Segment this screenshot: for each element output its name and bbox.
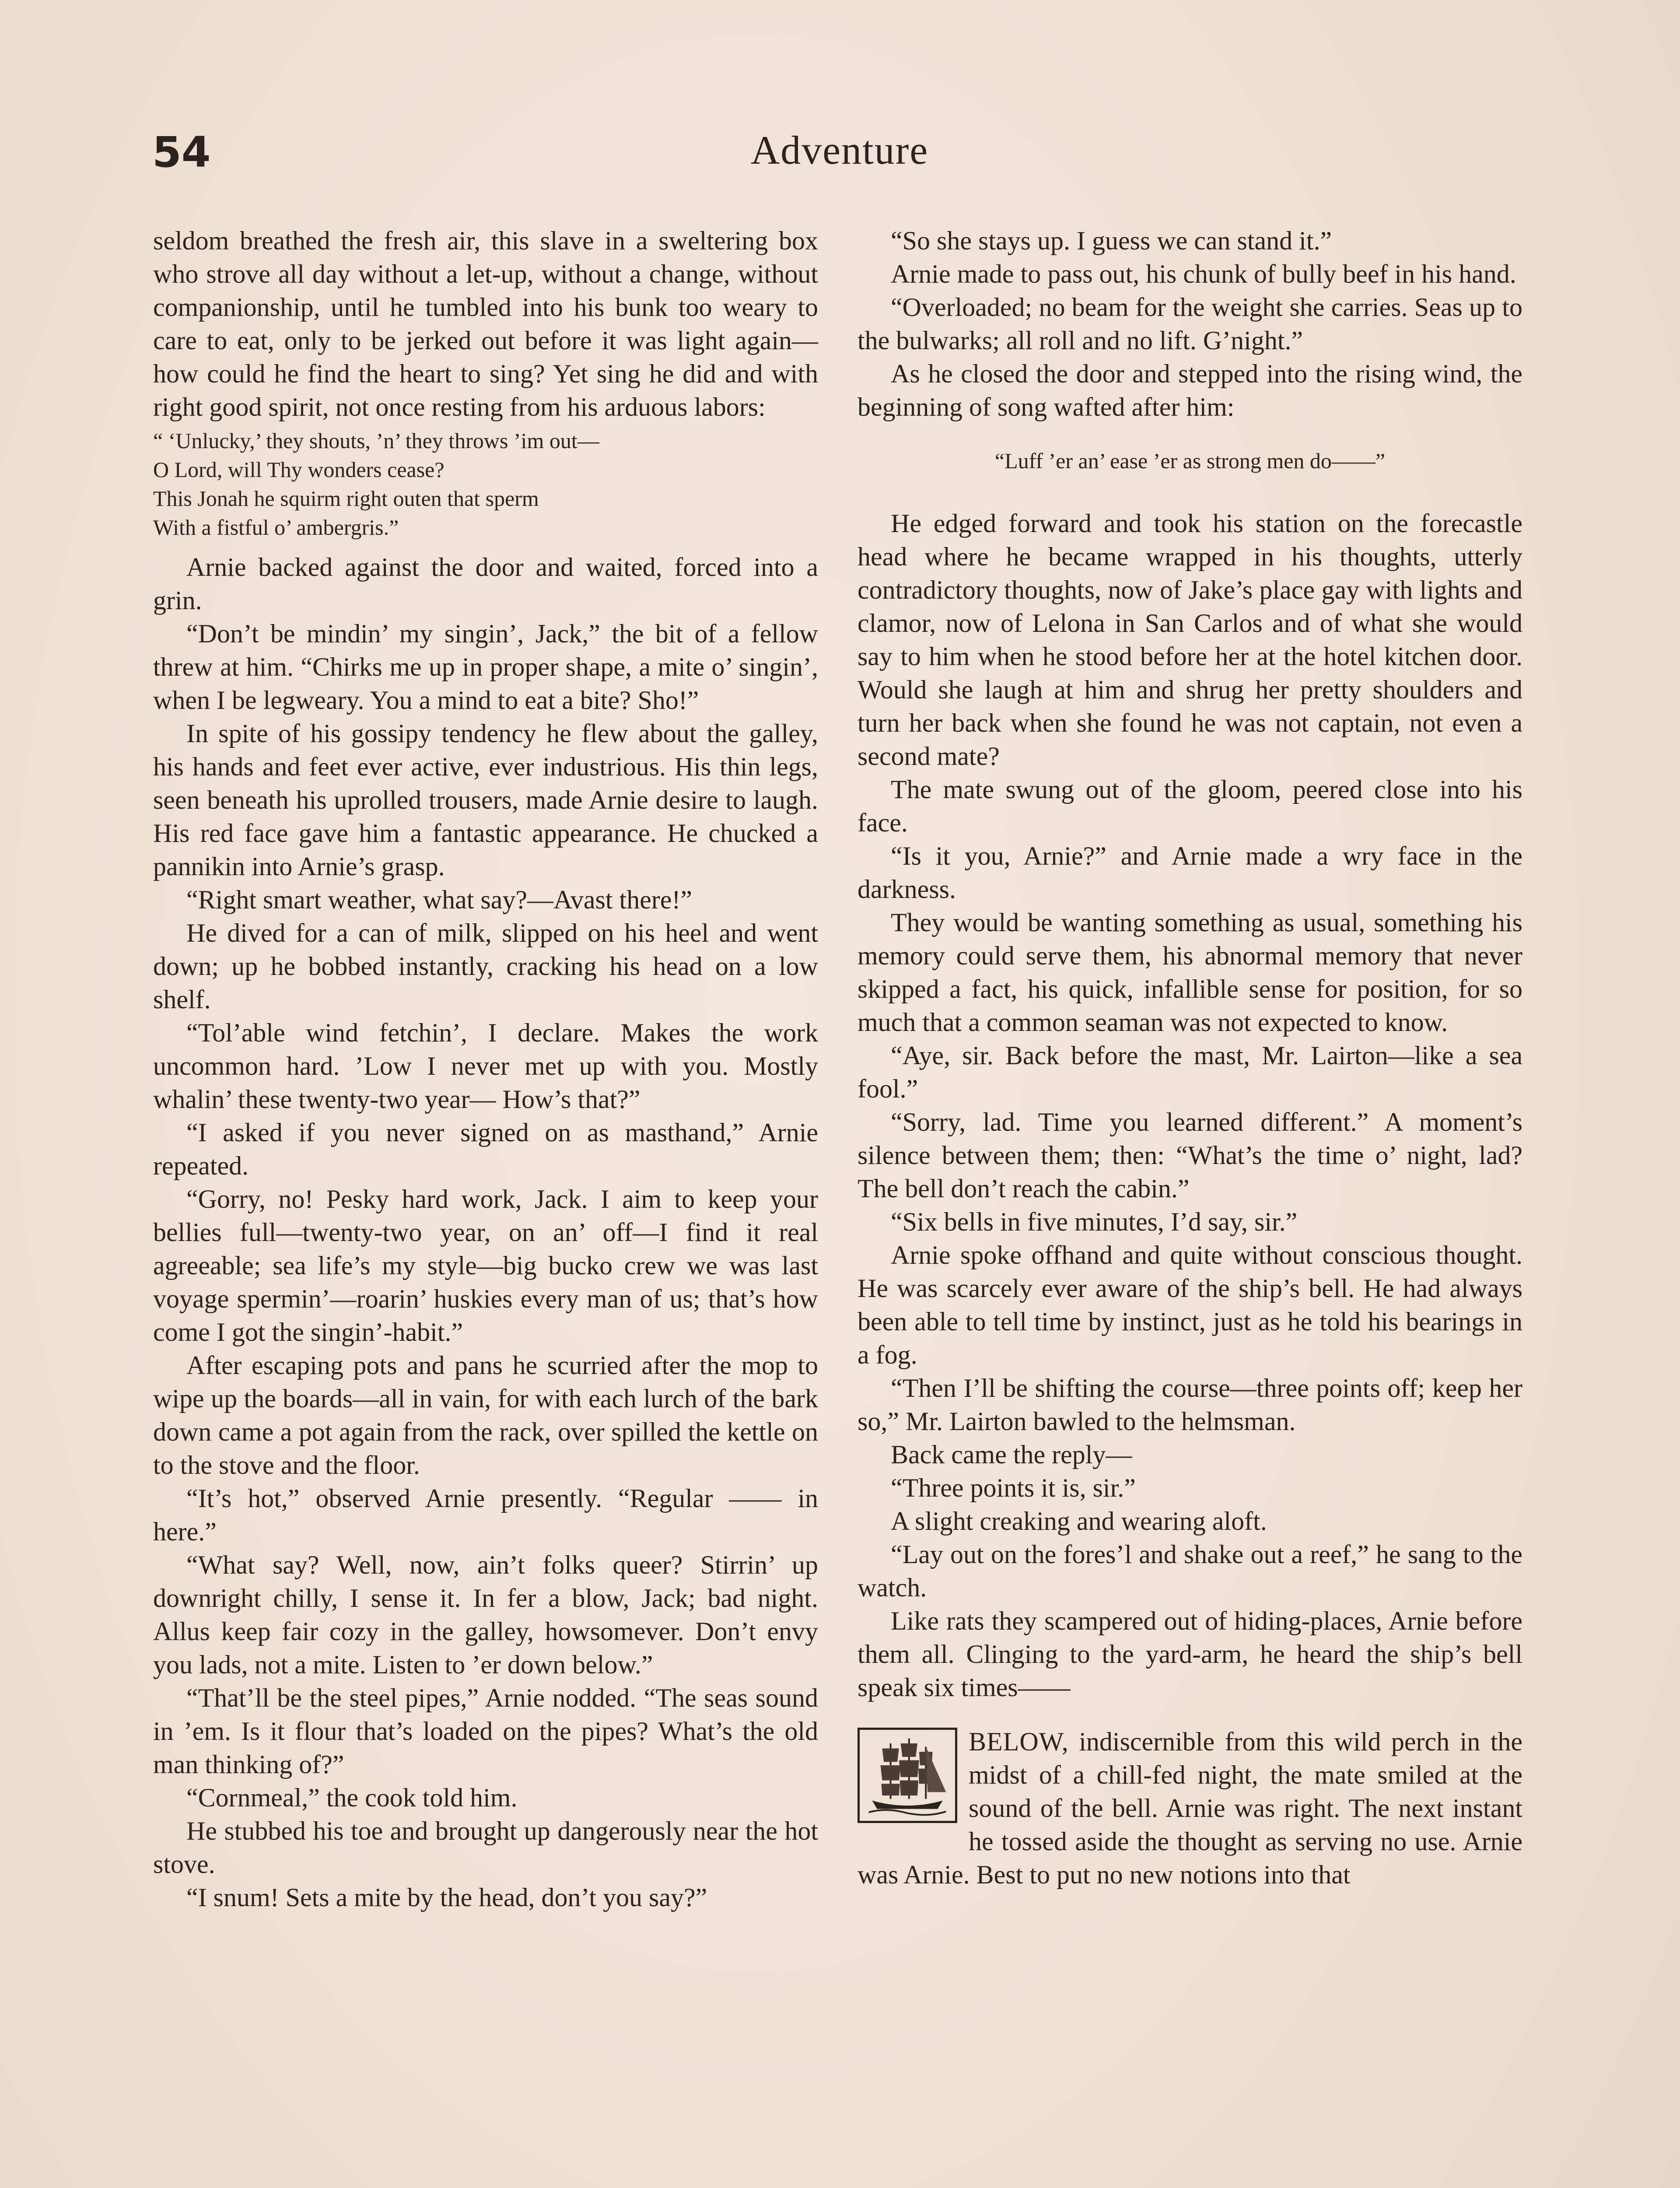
paragraph: “Overloaded; no beam for the weight she carries. Seas up to the bulwarks; all roll and no lift. G’night.” bbox=[858, 293, 1522, 355]
verse-line: O Lord, will Thy wonders cease? bbox=[153, 457, 444, 482]
paragraph: “Gorry, no! Pesky hard work, Jack. I aim to keep your bellies full—twenty-two year, on an’ off—I find it real agreeable; sea life’s my style—big bucko crew we was last voyage spermin’—roarin’ huskies every man of us; that’s how come I got the singin’-habit.” bbox=[153, 1185, 818, 1346]
paragraph: “What say? Well, now, ain’t folks queer? Stirrin’ up downright chilly, I sense it. In fer a blow, Jack; bad night. Allus keep fair cozy in the galley, howsomever. Don’t envy you lads, not a mite. Listen to ’er down below.” bbox=[153, 1550, 818, 1679]
paragraph: A slight creaking and wearing aloft. bbox=[891, 1507, 1267, 1536]
paragraph: He dived for a can of milk, slipped on his heel and went down; up he bobbed instantly, cracking his head on a low shelf. bbox=[153, 919, 818, 1014]
paragraph: Back came the reply— bbox=[891, 1440, 1132, 1469]
paragraph: “Don’t be mindin’ my singin’, Jack,” the bit of a fellow threw at him. “Chirks me up in proper shape, a mite o’ singin’, when I be legweary. You a mind to eat a bite? Sho!” bbox=[153, 619, 818, 715]
section-start bbox=[858, 1725, 1522, 1891]
verse-line: “Luff ’er an’ ease ’er as strong men do——” bbox=[994, 449, 1386, 473]
left-column bbox=[153, 224, 818, 1914]
paragraph: The mate swung out of the gloom, peered close into his face. bbox=[858, 775, 1522, 837]
paragraph: “Sorry, lad. Time you learned different.” A moment’s silence between them; then: “What’s the time o’ night, lad? The bell don’t reach the cabin.” bbox=[858, 1108, 1522, 1203]
paragraph: seldom breathed the fresh air, this slave in a sweltering box who strove all day without a let-up, without a change, without companionship, until he tumbled into his bunk too weary to care to eat, only to be jerked out before it was light again—how could he find the heart to sing? Yet sing he did and with right good spirit, not once resting from his arduous labors: bbox=[153, 226, 818, 421]
sailing-ship-icon bbox=[858, 1728, 957, 1823]
paragraph: “I asked if you never signed on as masthand,” Arnie repeated. bbox=[153, 1118, 818, 1180]
paragraph: “I snum! Sets a mite by the head, don’t you say?” bbox=[186, 1883, 707, 1912]
verse-line: This Jonah he squirm right outen that sperm bbox=[153, 486, 539, 511]
paragraph bbox=[858, 1725, 1522, 1891]
paragraph: “Cornmeal,” the cook told him. bbox=[186, 1783, 518, 1812]
paragraph: They would be wanting something as usual, something his memory could serve them, his abnormal memory that never skipped a fact, his quick, infallible sense for position, for so much that a common seaman was not expected to know. bbox=[858, 908, 1522, 1037]
paragraph: “It’s hot,” observed Arnie presently. “Regular —— in here.” bbox=[153, 1484, 818, 1546]
verse-block bbox=[153, 426, 818, 542]
paragraph: “So she stays up. I guess we can stand it.” bbox=[891, 226, 1332, 255]
section-lead-word: BELOW, bbox=[969, 1727, 1069, 1756]
paragraph: “Then I’ll be shifting the course—three points off; keep her so,” Mr. Lairton bawled to the helmsman. bbox=[858, 1374, 1522, 1436]
paragraph: He edged forward and took his station on the forecastle head where he became wrapped in his thoughts, utterly contradictory thoughts, now of Jake’s place gay with lights and clamor, now of Lelona in San Carlos and of what she would say to him when he stood before her at the hotel kitchen door. Would she laugh at him and shrug her pretty shoulders and turn her back when she found he was not captain, not even a second mate? bbox=[858, 509, 1522, 771]
paragraph: Like rats they scampered out of hiding-places, Arnie before them all. Clinging to the yard-arm, he heard the ship’s bell speak six times—— bbox=[858, 1606, 1522, 1702]
paragraph: “Right smart weather, what say?—Avast there!” bbox=[186, 885, 693, 914]
paragraph: After escaping pots and pans he scurried after the mop to wipe up the boards—all in vain, for with each lurch of the bark down came a pot again from the rack, over spilled the kettle on to the stove and the floor. bbox=[153, 1351, 818, 1480]
paragraph: “Is it you, Arnie?” and Arnie made a wry face in the darkness. bbox=[858, 842, 1522, 904]
paragraph-text: indiscernible from this wild perch in the midst of a chill-fed night, the mate smiled at the sound of the bell. Arnie was right. The next instant he tossed aside the thought as serving no use. Arnie was Arnie. Best to put no new notions into that bbox=[858, 1727, 1522, 1889]
right-column bbox=[858, 224, 1522, 1891]
page-number: 54 bbox=[152, 128, 211, 177]
paragraph: “Six bells in five minutes, I’d say, sir.” bbox=[891, 1207, 1298, 1236]
paragraph: Arnie backed against the door and waited, forced into a grin. bbox=[153, 553, 818, 615]
paragraph: “Tol’able wind fetchin’, I declare. Makes the work uncommon hard. ’Low I never met up with you. Mostly whalin’ these twenty-two year— How’s that?” bbox=[153, 1018, 818, 1114]
page-header bbox=[152, 128, 1527, 180]
paragraph: Arnie spoke offhand and quite without conscious thought. He was scarcely ever aware of the ship’s bell. He had always been able to tell time by instinct, just as he told his bearings in a fog. bbox=[858, 1241, 1522, 1369]
paragraph: “Three points it is, sir.” bbox=[891, 1473, 1136, 1502]
paragraph: “That’ll be the steel pipes,” Arnie nodded. “The seas sound in ’em. Is it flour that’s loaded on the pipes? What’s the old man thinking of?” bbox=[153, 1683, 818, 1779]
paragraph: As he closed the door and stepped into the rising wind, the beginning of song wafted after him: bbox=[858, 359, 1522, 421]
verse-line: With a fistful o’ ambergris.” bbox=[153, 515, 399, 540]
paragraph: He stubbed his toe and brought up dangerously near the hot stove. bbox=[153, 1816, 818, 1879]
paragraph: Arnie made to pass out, his chunk of bully beef in his hand. bbox=[891, 259, 1516, 288]
paragraph: “Aye, sir. Back before the mast, Mr. Lairton—like a sea fool.” bbox=[858, 1041, 1522, 1103]
verse-line: “ ‘Unlucky,’ they shouts, ’n’ they throws ’im out— bbox=[153, 428, 599, 453]
magazine-title: Adventure bbox=[750, 128, 929, 172]
paragraph: In spite of his gossipy tendency he flew about the galley, his hands and feet ever active, ever industrious. His thin legs, seen beneath his uprolled trousers, made Arnie desire to laugh. His red face gave him a fantastic appearance. He chucked a pannikin into Arnie’s grasp. bbox=[153, 719, 818, 881]
paragraph: “Lay out on the fores’l and shake out a reef,” he sang to the watch. bbox=[858, 1540, 1522, 1602]
